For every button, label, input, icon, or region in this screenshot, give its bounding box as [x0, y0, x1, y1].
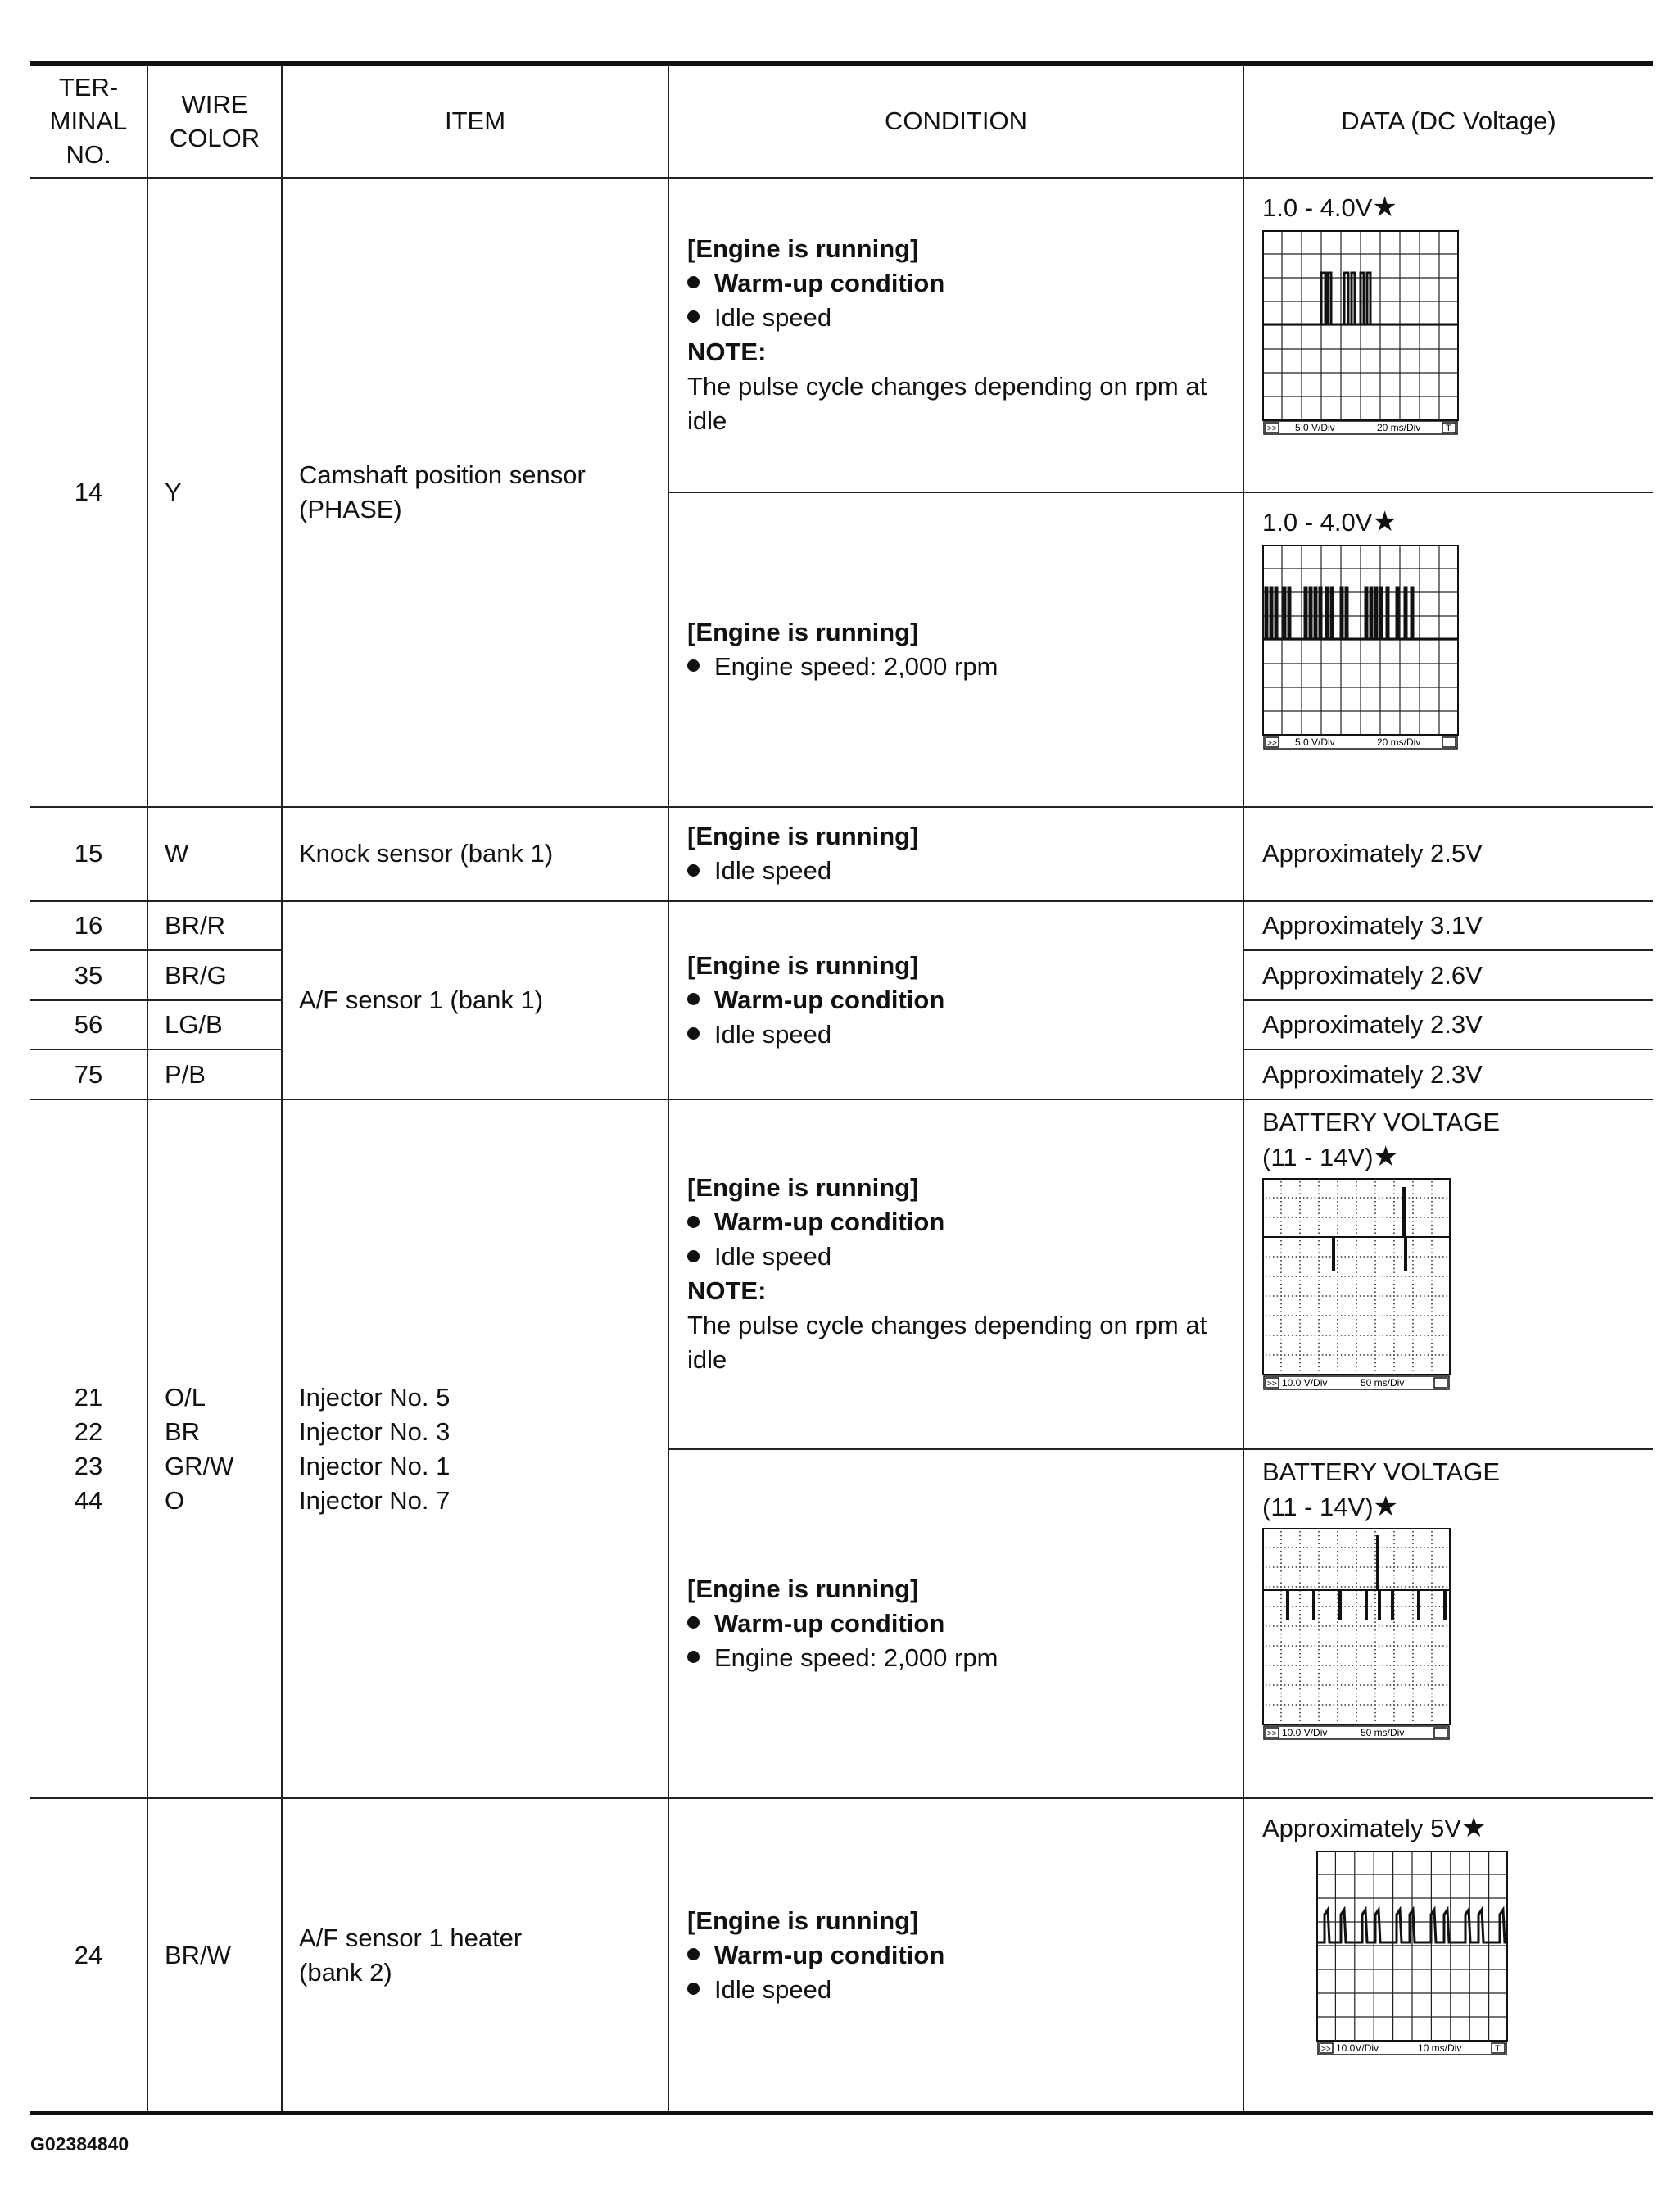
- svg-text:>>: >>: [1321, 2045, 1331, 2055]
- terminal-no: [30, 1099, 147, 1798]
- oscilloscope-waveform: [1262, 1528, 1637, 1741]
- condition-bullet: Idle speed: [687, 301, 1226, 335]
- terminal-no: 35: [30, 950, 147, 1000]
- header-data: DATA (DC Voltage): [1243, 64, 1653, 178]
- header-terminal-no: [30, 64, 147, 178]
- wire-color: W: [147, 807, 282, 901]
- condition-bullet: Engine speed: 2,000 rpm: [687, 650, 1226, 684]
- data-cell: [1243, 1449, 1653, 1799]
- item-text: Injector No. 3: [299, 1416, 451, 1446]
- waveform-phase-2000rpm: [1262, 545, 1459, 750]
- condition-title: [Engine is running]: [687, 617, 919, 646]
- terminal-no: 24: [30, 1798, 147, 2113]
- scope-time: 20 ms/Div: [1377, 421, 1421, 433]
- scope-scale: 5.0 V/Div: [1295, 421, 1335, 433]
- condition-bullet: Warm-up condition: [687, 1205, 1226, 1239]
- scope-grid: [1317, 1851, 1507, 2041]
- item-cell: [282, 1099, 668, 1798]
- scope-time: 20 ms/Div: [1377, 736, 1421, 748]
- condition-title: [Engine is running]: [687, 233, 919, 263]
- header-row: [30, 64, 1653, 178]
- item-text: (PHASE): [299, 494, 402, 523]
- header-terminal-line: NO.: [66, 140, 111, 170]
- condition-bullet: Warm-up condition: [687, 1607, 1226, 1641]
- terminal-no-line: 22: [74, 1416, 103, 1446]
- trace: [1262, 273, 1459, 324]
- terminal-no-line: 21: [74, 1382, 103, 1412]
- terminal-no-line: 23: [74, 1451, 103, 1480]
- scope-dot-grid: [1262, 1178, 1451, 1375]
- item-text: Knock sensor (bank 1): [282, 807, 668, 901]
- data-cell: [1243, 178, 1653, 492]
- condition-bullet: Warm-up condition: [687, 266, 1226, 301]
- table-row: [30, 178, 1653, 492]
- data-value: Approximately 2.3V: [1243, 1049, 1653, 1099]
- wire-color: P/B: [147, 1049, 282, 1099]
- condition-cell: [668, 1798, 1243, 2113]
- data-value: Approximately 2.6V: [1243, 950, 1653, 1000]
- item-text: A/F sensor 1 heater: [299, 1923, 523, 1952]
- terminal-no-line: 44: [74, 1485, 103, 1515]
- condition-bullet: Warm-up condition: [687, 983, 1226, 1017]
- table-row: [30, 901, 1653, 951]
- terminal-no: 14: [30, 178, 147, 808]
- data-value: Approximately 3.1V: [1243, 901, 1653, 951]
- svg-text:>>: >>: [1267, 424, 1277, 433]
- condition-title: [Engine is running]: [687, 1173, 919, 1203]
- scope-label-box: [1318, 2042, 1506, 2055]
- scope-scale: 5.0 V/Div: [1295, 736, 1335, 748]
- star-icon: ★: [1460, 1812, 1487, 1844]
- note-text: The pulse cycle changes depending on rpm at idle: [687, 1311, 1207, 1375]
- ecm-terminal-table: [30, 61, 1653, 2115]
- condition-title: [Engine is running]: [687, 822, 919, 851]
- oscilloscope-waveform: [1262, 1178, 1637, 1391]
- data-value: Approximately 2.3V: [1243, 1000, 1653, 1050]
- scope-mode: T: [1495, 2044, 1501, 2055]
- wire-color: BR/W: [147, 1798, 282, 2113]
- wire-color-line: O/L: [165, 1382, 206, 1412]
- note-label: NOTE:: [687, 1276, 767, 1306]
- scope-scale: 10.0V/Div: [1336, 2042, 1379, 2055]
- waveform-injector-idle: [1262, 1178, 1451, 1391]
- data-value: 1.0 - 4.0V: [1262, 507, 1373, 537]
- oscilloscope-waveform: [1316, 1851, 1637, 2055]
- condition-title: [Engine is running]: [687, 1574, 919, 1603]
- scope-scale: 10.0 V/Div: [1282, 1726, 1328, 1738]
- wire-color: [147, 1099, 282, 1798]
- svg-text:>>: >>: [1267, 1729, 1277, 1738]
- condition-bullet: Idle speed: [687, 1973, 1226, 2007]
- star-icon: ★: [1372, 505, 1397, 537]
- condition-cell: [668, 807, 1243, 901]
- data-value: (11 - 14V): [1262, 1492, 1374, 1521]
- terminal-no: 15: [30, 807, 147, 901]
- scope-label-box: [1264, 1376, 1449, 1389]
- item-text: Injector No. 5: [299, 1382, 451, 1412]
- condition-cell: [668, 1449, 1243, 1799]
- terminal-no: 56: [30, 1000, 147, 1050]
- waveform-phase-idle: [1262, 230, 1459, 435]
- header-wire-color: [147, 64, 282, 178]
- condition-cell: [668, 492, 1243, 807]
- svg-text:>>: >>: [1267, 738, 1277, 748]
- header-wire-line: WIRE: [181, 89, 248, 119]
- header-condition: CONDITION: [668, 64, 1243, 178]
- data-value: BATTERY VOLTAGE: [1262, 1107, 1500, 1136]
- header-terminal-line: MINAL: [49, 106, 128, 136]
- wire-color: BR/R: [147, 901, 282, 951]
- data-value: (11 - 14V): [1262, 1142, 1374, 1171]
- star-icon: ★: [1372, 191, 1397, 223]
- item-text: Injector No. 1: [299, 1451, 451, 1480]
- star-icon: ★: [1373, 1140, 1399, 1172]
- condition-cell: [668, 1099, 1243, 1449]
- note-label: NOTE:: [687, 337, 767, 366]
- condition-bullet: Warm-up condition: [687, 1938, 1226, 1973]
- scope-label-box: [1264, 1726, 1449, 1739]
- table-row: [30, 1099, 1653, 1449]
- terminal-data-table: [30, 61, 1653, 2115]
- wire-color: LG/B: [147, 1000, 282, 1050]
- data-cell: [1243, 1099, 1653, 1449]
- condition-cell: [668, 901, 1243, 1099]
- item-text: Camshaft position sensor: [299, 460, 586, 489]
- terminal-no: 75: [30, 1049, 147, 1099]
- oscilloscope-waveform: [1262, 230, 1637, 435]
- star-icon: ★: [1373, 1490, 1399, 1522]
- data-value: 1.0 - 4.0V: [1262, 193, 1373, 222]
- data-cell: [1243, 492, 1653, 807]
- wire-color: Y: [147, 178, 282, 808]
- header-item: ITEM: [282, 64, 668, 178]
- condition-bullet: Engine speed: 2,000 rpm: [687, 1641, 1226, 1675]
- scope-label-box: [1264, 736, 1457, 749]
- waveform-af-heater: [1316, 1851, 1508, 2055]
- scope-mode: T: [1446, 423, 1451, 433]
- header-terminal-line: TER-: [58, 73, 119, 102]
- condition-bullet: Idle speed: [687, 1239, 1226, 1274]
- scope-time: 50 ms/Div: [1361, 1726, 1405, 1738]
- item-text: (bank 2): [299, 1957, 392, 1987]
- waveform-injector-2000rpm: [1262, 1528, 1451, 1741]
- scope-time: 50 ms/Div: [1361, 1376, 1405, 1389]
- wire-color-line: GR/W: [165, 1451, 234, 1480]
- data-value: BATTERY VOLTAGE: [1262, 1457, 1500, 1486]
- wire-color-line: O: [165, 1485, 185, 1515]
- condition-cell: [668, 178, 1243, 492]
- terminal-no: 16: [30, 901, 147, 951]
- figure-code: G02384840: [30, 2133, 129, 2155]
- scope-dot-grid: [1262, 1528, 1451, 1725]
- wire-color-line: BR: [165, 1416, 201, 1446]
- data-value: Approximately 2.5V: [1243, 807, 1653, 901]
- condition-title: [Engine is running]: [687, 950, 919, 980]
- scope-scale: 10.0 V/Div: [1282, 1376, 1328, 1389]
- scope-label-box: [1264, 421, 1457, 434]
- item-text: Injector No. 7: [299, 1485, 451, 1515]
- svg-text:>>: >>: [1267, 1379, 1277, 1389]
- table-row: [30, 1798, 1653, 2113]
- item-cell: [282, 178, 668, 808]
- header-wire-line: COLOR: [169, 123, 260, 152]
- condition-bullet: Idle speed: [687, 854, 1226, 888]
- data-cell: [1243, 1798, 1653, 2113]
- note-text: The pulse cycle changes depending on rpm at idle: [687, 371, 1207, 435]
- condition-bullet: Idle speed: [687, 1017, 1226, 1052]
- table-row: [30, 807, 1653, 901]
- wire-color: BR/G: [147, 950, 282, 1000]
- oscilloscope-waveform: [1262, 545, 1637, 750]
- scope-time: 10 ms/Div: [1418, 2042, 1462, 2055]
- item-text: A/F sensor 1 (bank 1): [282, 901, 668, 1099]
- data-value: Approximately 5V: [1262, 1814, 1461, 1843]
- condition-title: [Engine is running]: [687, 1906, 919, 1935]
- item-cell: [282, 1798, 668, 2113]
